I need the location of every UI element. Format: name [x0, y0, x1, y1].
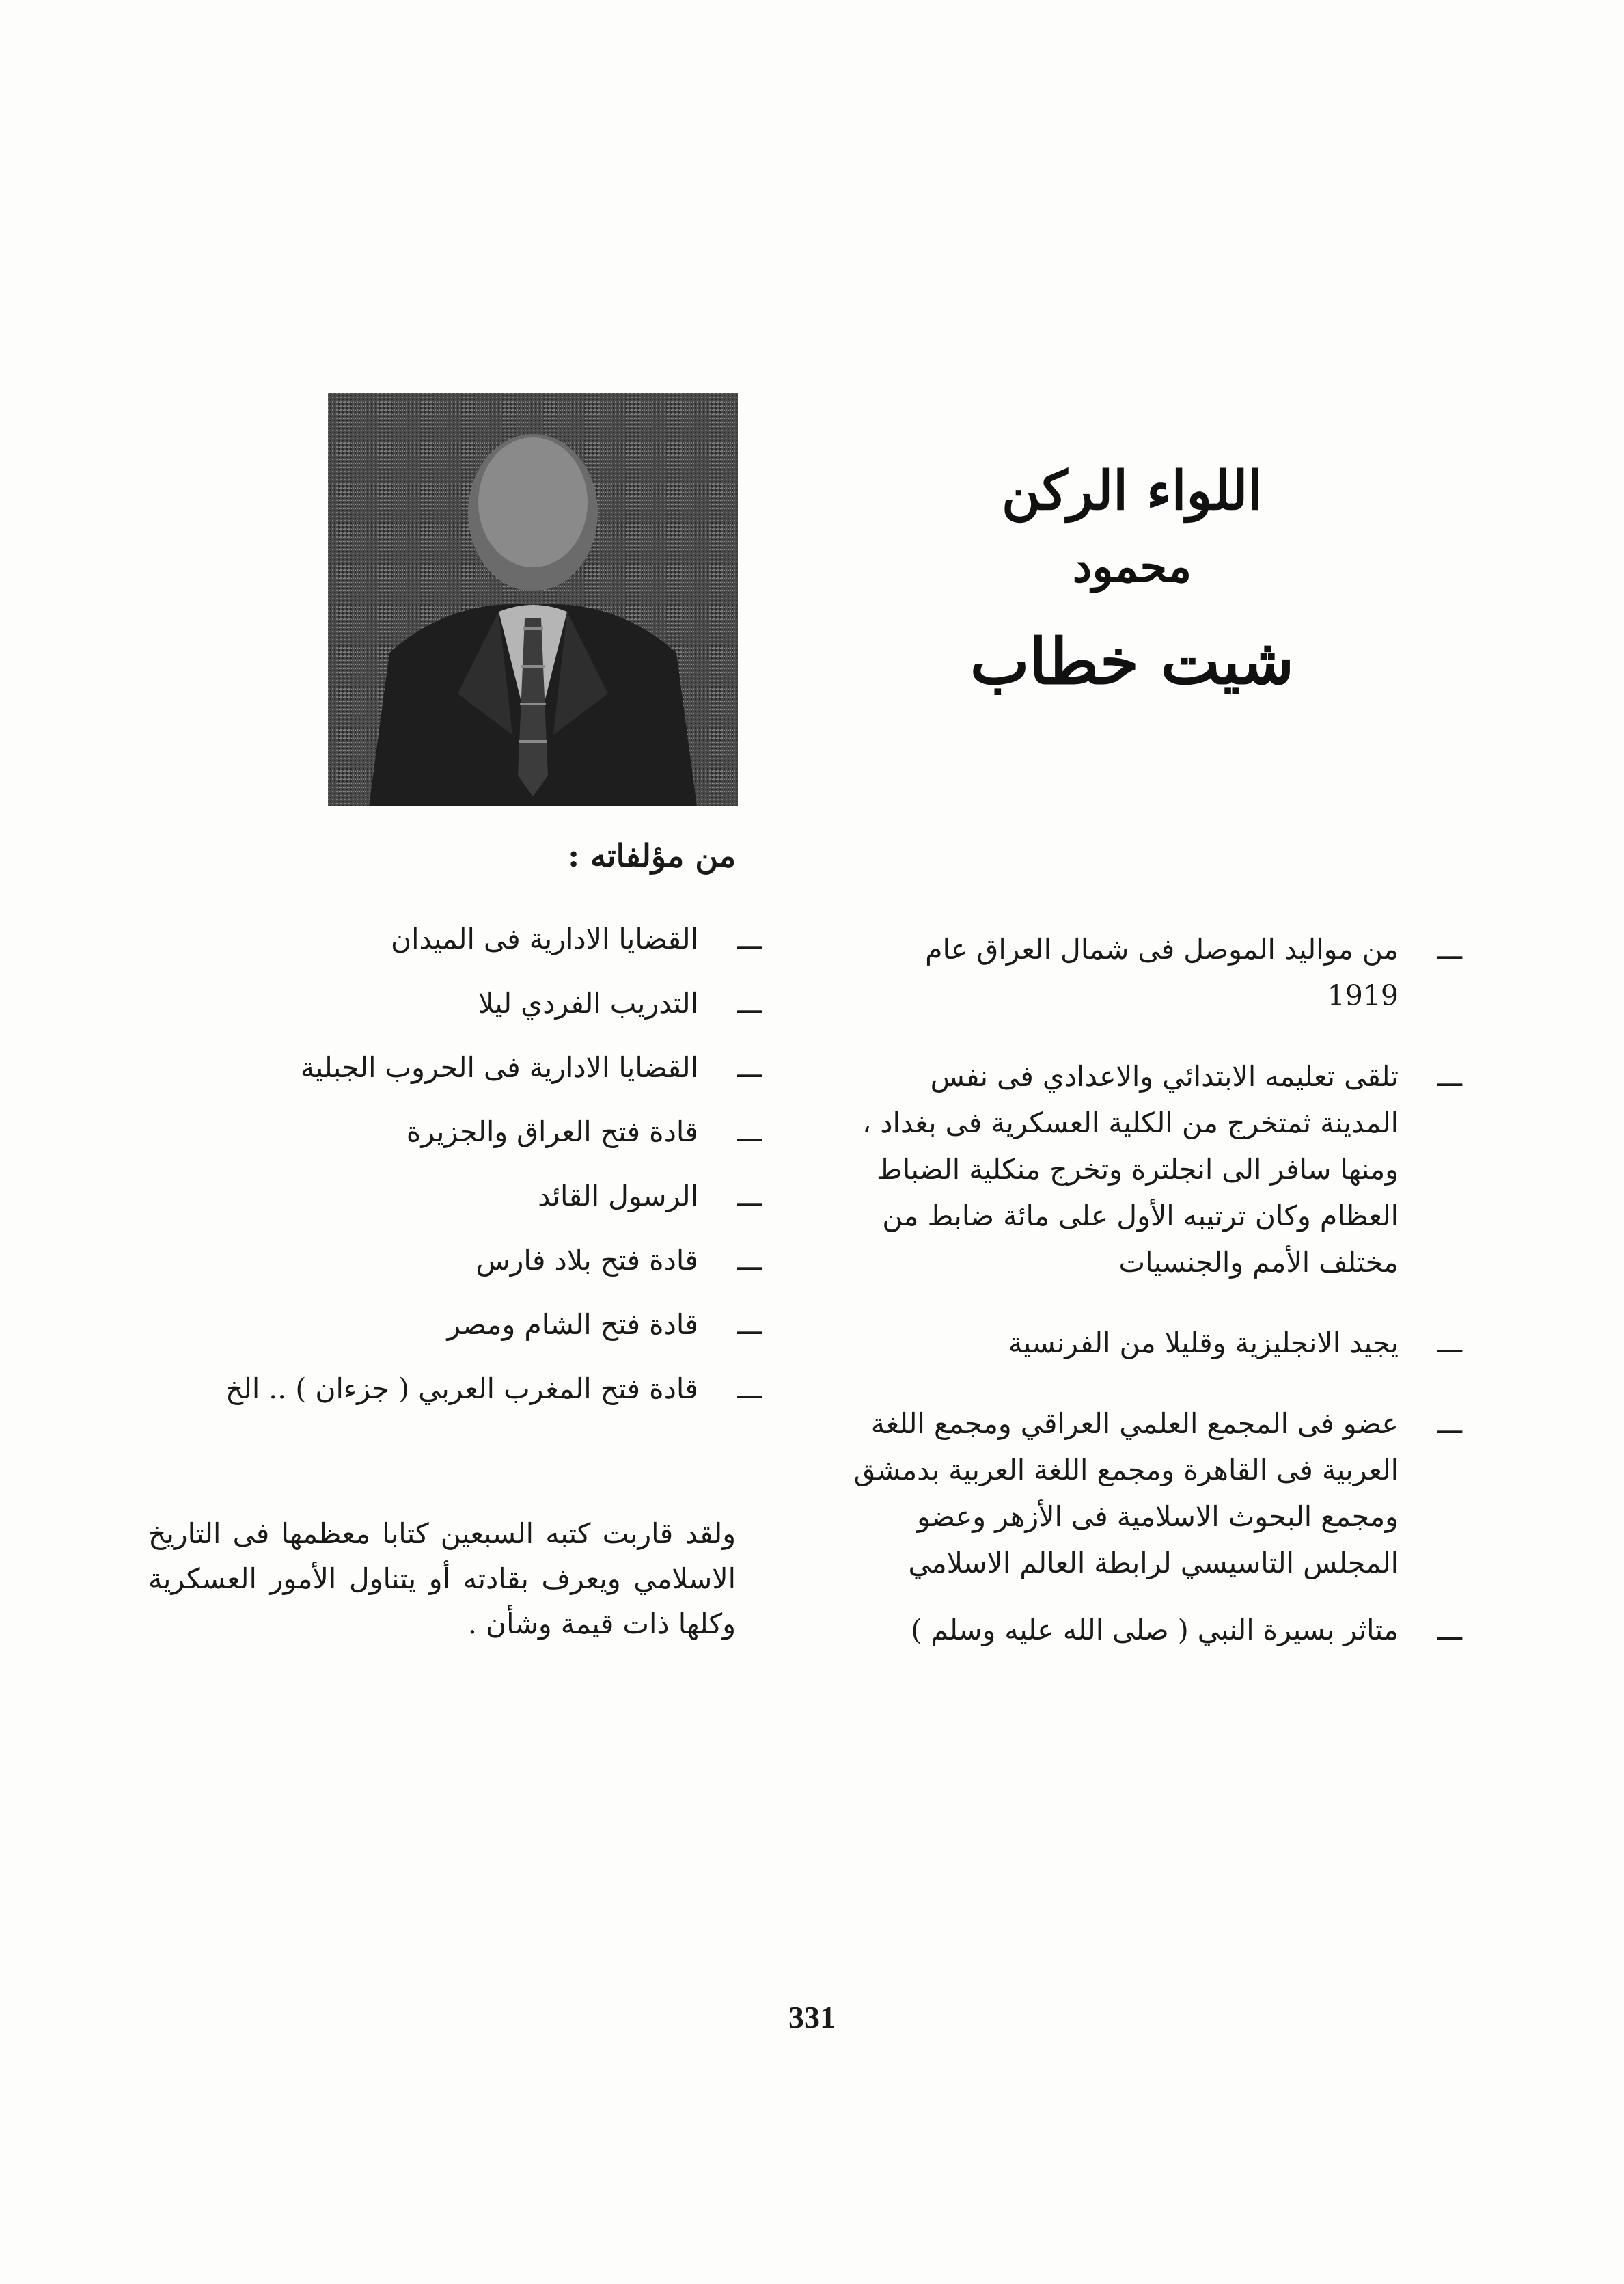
- list-marker: ـــ: [1437, 933, 1463, 966]
- title-calligraphy: [954, 460, 1310, 698]
- works-item: ـــ قادة فتح العراق والجزيرة: [152, 1109, 767, 1155]
- portrait-photo: [328, 393, 738, 806]
- works-heading: من مؤلفاته :: [568, 837, 736, 874]
- bio-item: ـــ عضو فى المجمع العلمي العراقي ومجمع اللغة العربية فى القاهرة ومجمع اللغة العربية بدمشق ومجمع البحوث الاسلامية فى الأزهر وعضو المجلس التاسيسي لرابطة العالم الاسلامي: [852, 1400, 1467, 1586]
- list-marker: ـــ: [737, 1180, 762, 1212]
- list-marker: ـــ: [1437, 1407, 1463, 1440]
- list-marker: ـــ: [737, 923, 762, 955]
- bio-item: ـــ تلقى تعليمه الابتدائي والاعدادي فى نفس المدينة ثمتخرج من الكلية العسكرية فى بغداد ، ومنها سافر الى انجلترة وتخرج منكلية الضباط العظام وكان ترتيبه الأول على مائة ضابط من مختلف الأمم والجنسيات: [852, 1053, 1467, 1286]
- list-marker: ـــ: [1437, 1327, 1463, 1359]
- bio-list: [852, 926, 1467, 1687]
- list-marker: ـــ: [737, 1244, 762, 1277]
- works-item: ـــ قادة فتح بلاد فارس: [152, 1237, 767, 1283]
- bio-item: ـــ من مواليد الموصل فى شمال العراق عام 1919: [852, 926, 1467, 1019]
- bio-item: ـــ يجيد الانجليزية وقليلا من الفرنسية: [852, 1320, 1467, 1366]
- list-marker: ـــ: [1437, 1060, 1463, 1093]
- works-item: ـــ الرسول القائد: [152, 1173, 767, 1219]
- page-number: 331: [788, 2000, 836, 2035]
- portrait-image: [328, 393, 738, 806]
- works-list: [152, 916, 767, 1430]
- title-first-name: محمود: [1072, 541, 1192, 593]
- works-item: ـــ قادة فتح المغرب العربي ( جزءان ) .. الخ: [152, 1365, 767, 1412]
- list-marker: ـــ: [737, 1115, 762, 1148]
- list-marker: ـــ: [737, 987, 762, 1020]
- works-closing-paragraph: ولقد قاربت كتبه السبعين كتابا معظمها فى التاريخ الاسلامي ويعرف بقادته أو يتناول الأمور العسكرية وكلها ذات قيمة وشأن .: [148, 1517, 736, 1640]
- list-marker: ـــ: [1437, 1614, 1463, 1646]
- title-rank: اللواء الركن: [1001, 460, 1263, 522]
- title-family-name: شيت خطاب: [969, 625, 1295, 698]
- bio-item: ـــ متاثر بسيرة النبي ( صلى الله عليه وسلم ): [852, 1607, 1467, 1653]
- list-marker: ـــ: [737, 1051, 762, 1084]
- works-item: ـــ التدريب الفردي ليلا: [152, 980, 767, 1027]
- list-marker: ـــ: [737, 1308, 762, 1341]
- works-item: ـــ قادة فتح الشام ومصر: [152, 1301, 767, 1348]
- works-item: ـــ القضايا الادارية فى الحروب الجبلية: [152, 1044, 767, 1091]
- list-marker: ـــ: [737, 1372, 762, 1405]
- works-item: ـــ القضايا الادارية فى الميدان: [152, 916, 767, 962]
